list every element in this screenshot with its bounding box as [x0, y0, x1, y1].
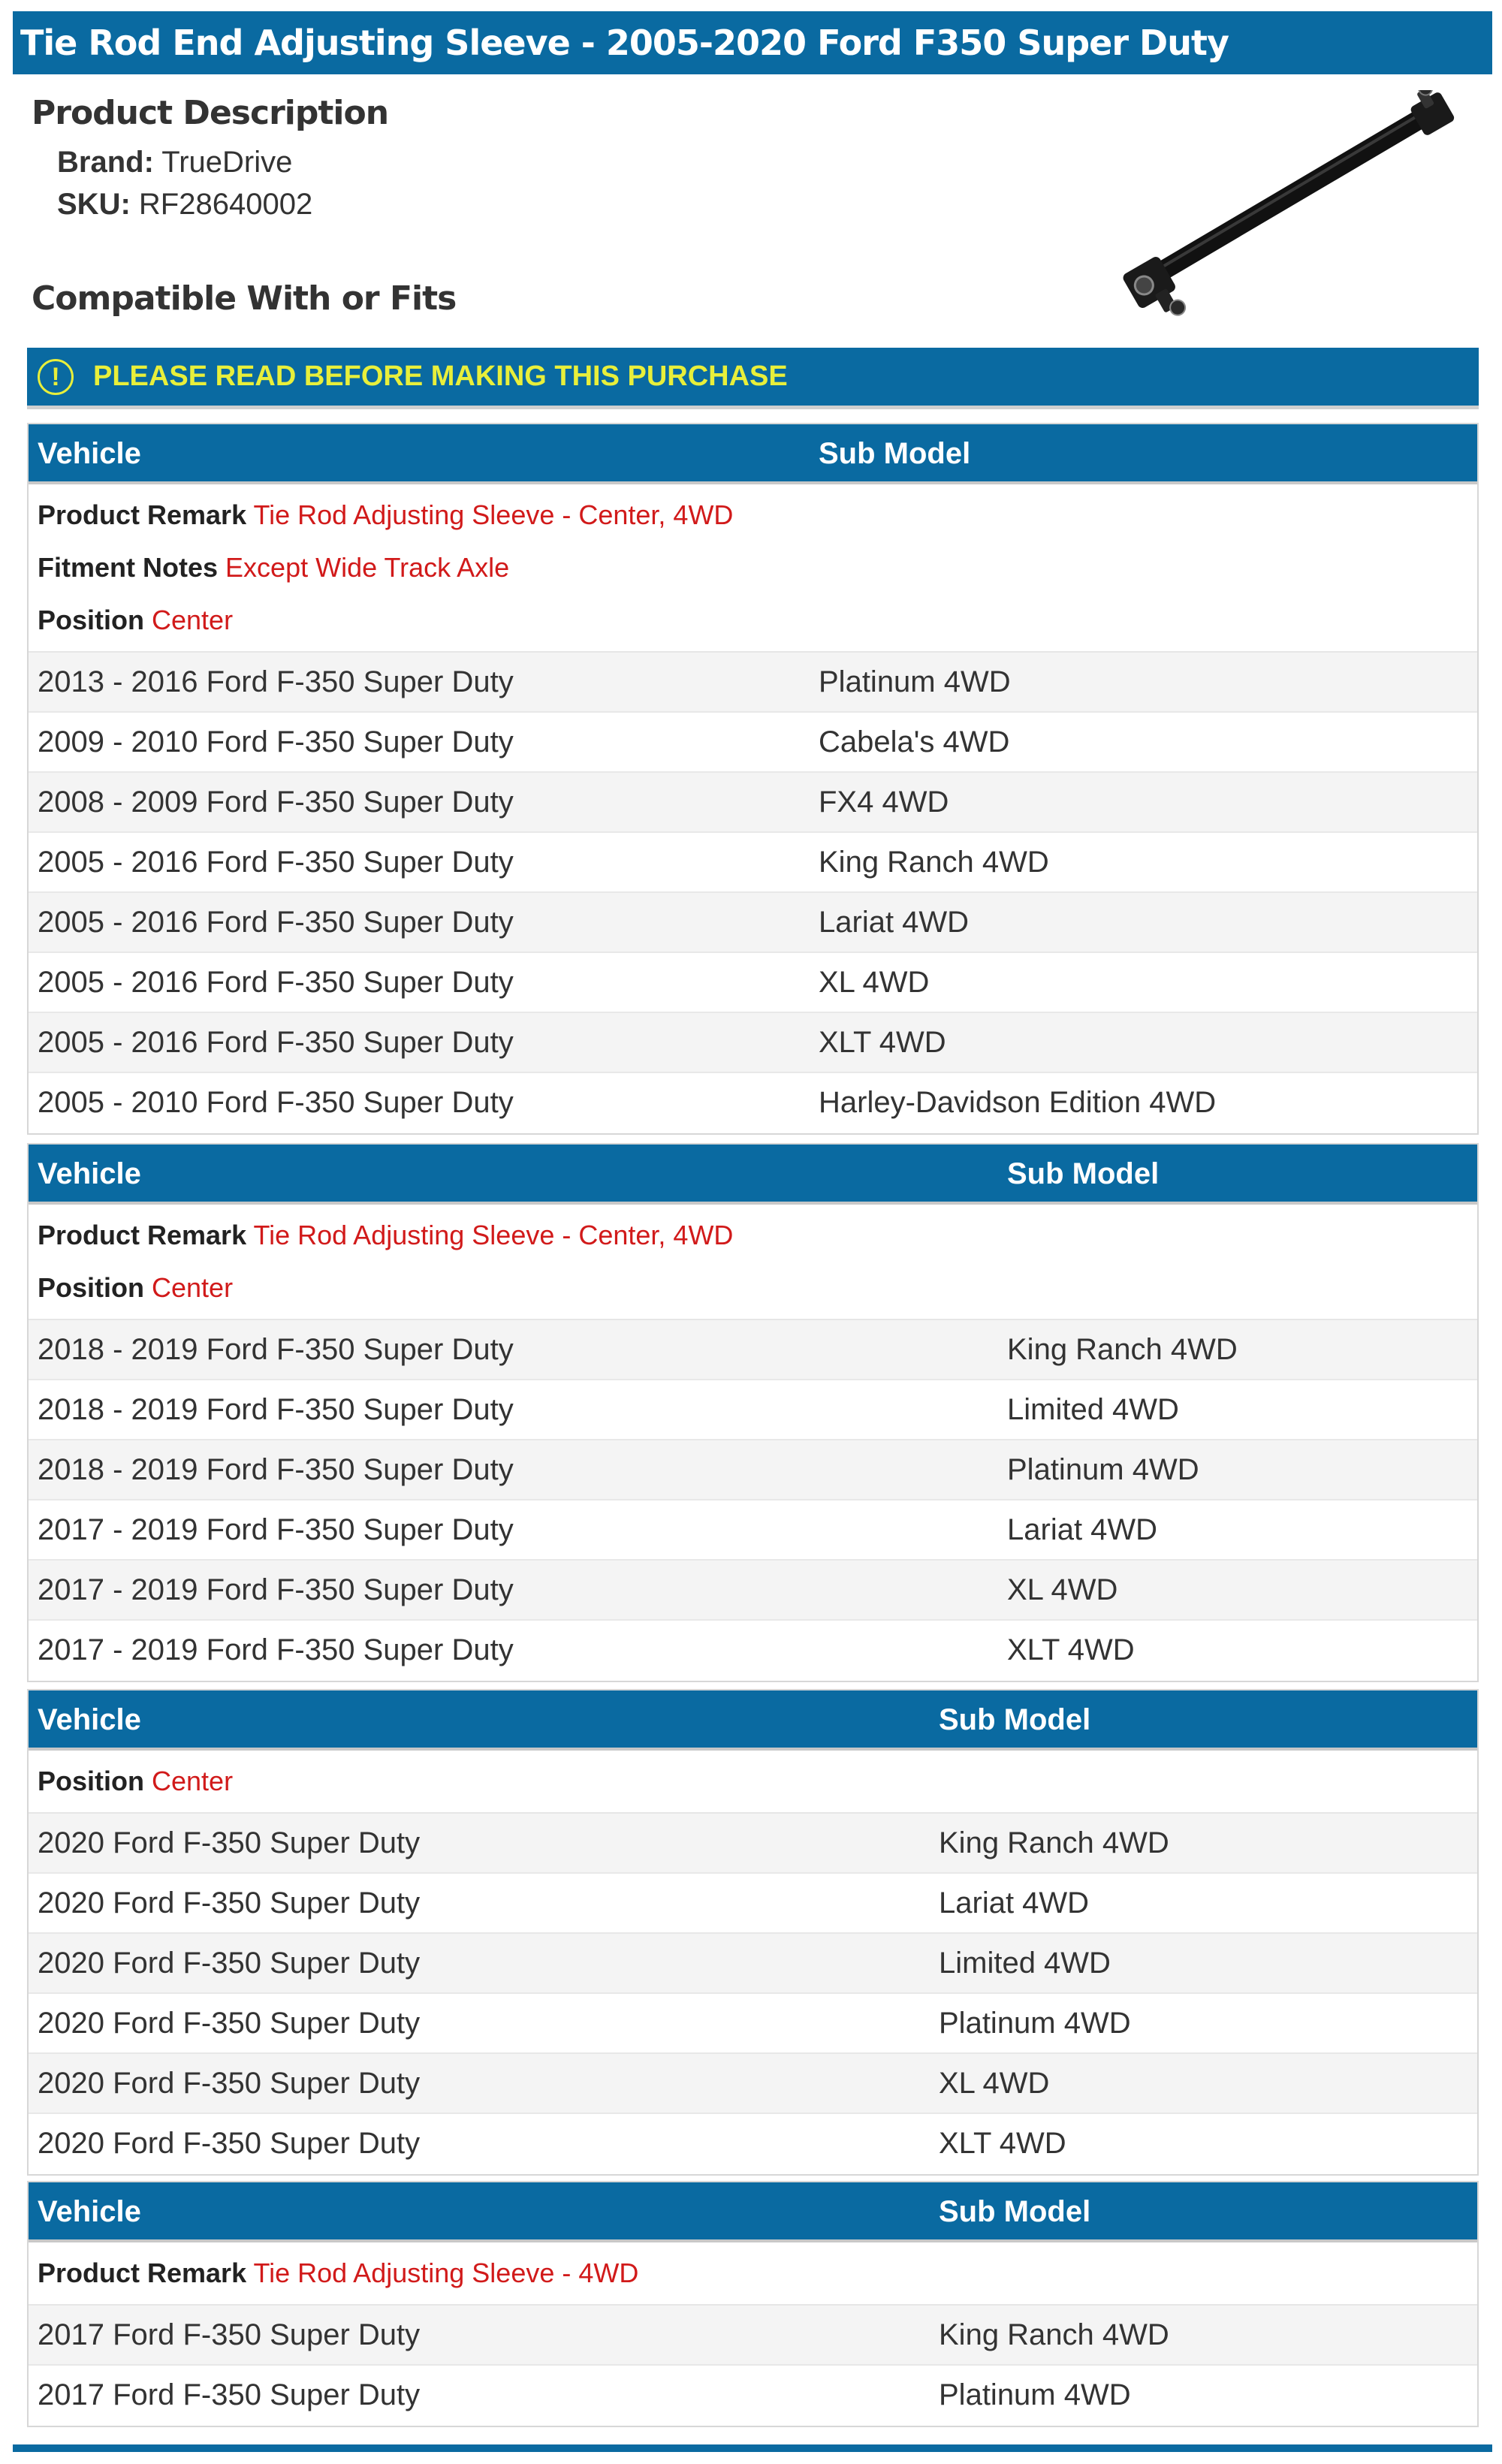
table-row: 2020 Ford F-350 Super Duty XL 4WD	[29, 2054, 1477, 2114]
footer-divider	[13, 2444, 1492, 2452]
note-line: Product Remark Tie Rod Adjusting Sleeve - 4WD	[38, 2257, 639, 2288]
col-submodel: Sub Model	[939, 2195, 1091, 2228]
note-line: Position Center	[38, 1766, 234, 1796]
sku-value: RF28640002	[138, 188, 313, 221]
table-row: 2020 Ford F-350 Super Duty Limited 4WD	[29, 1934, 1477, 1994]
note-line: Fitment Notes Except Wide Track Axle	[38, 552, 510, 583]
table-header	[29, 424, 1477, 484]
fitment-table	[27, 1689, 1479, 2176]
exclamation-circle-icon: !	[38, 359, 74, 395]
purchase-notice	[27, 348, 1479, 409]
col-submodel: Sub Model	[1007, 1157, 1160, 1190]
brand-line	[57, 146, 292, 179]
col-submodel: Sub Model	[939, 1703, 1091, 1736]
table-header	[29, 1690, 1477, 1751]
table-row: 2005 - 2010 Ford F-350 Super Duty Harley-Davidson Edition 4WD	[38, 1086, 1217, 1119]
page-title: Tie Rod End Adjusting Sleeve - 2005-2020 Ford F350 Super Duty	[13, 11, 1492, 74]
brand-label: Brand:	[57, 146, 154, 179]
note-line: Position Center	[38, 1272, 234, 1303]
table-row: 2005 - 2016 Ford F-350 Super Duty XL 4WD	[29, 953, 1477, 1013]
col-vehicle: Vehicle	[38, 437, 141, 470]
col-vehicle: Vehicle	[38, 1157, 141, 1190]
table-row: 2017 - 2019 Ford F-350 Super Duty Lariat 4WD	[29, 1500, 1477, 1561]
fitment-notes	[29, 1751, 1477, 1814]
fitment-notes	[29, 2242, 1477, 2306]
table-row: 2005 - 2016 Ford F-350 Super Duty Lariat 4WD	[29, 893, 1477, 953]
fitment-table	[27, 2181, 1479, 2427]
table-row: 2005 - 2016 Ford F-350 Super Duty King Ranch 4WD	[29, 833, 1477, 893]
table-row: 2017 - 2019 Ford F-350 Super Duty XLT 4WD	[38, 1633, 1135, 1666]
compatible-heading: Compatible With or Fits	[32, 279, 457, 318]
table-row: 2017 Ford F-350 Super Duty King Ranch 4WD	[29, 2306, 1477, 2366]
table-row: 2020 Ford F-350 Super Duty Lariat 4WD	[29, 1874, 1477, 1934]
brand-value: TrueDrive	[161, 146, 293, 179]
sku-label: SKU:	[57, 188, 131, 221]
fitment-notes	[29, 484, 1477, 653]
table-row: 2018 - 2019 Ford F-350 Super Duty King Ranch 4WD	[29, 1320, 1477, 1380]
col-submodel: Sub Model	[819, 437, 971, 470]
fitment-table	[27, 423, 1479, 1135]
notice-text: PLEASE READ BEFORE MAKING THIS PURCHASE	[93, 360, 788, 392]
product-description-heading: Product Description	[32, 94, 389, 132]
table-row: 2018 - 2019 Ford F-350 Super Duty Limited 4WD	[29, 1380, 1477, 1440]
table-header	[29, 2182, 1477, 2242]
table-row: 2009 - 2010 Ford F-350 Super Duty Cabela's 4WD	[29, 713, 1477, 773]
fitment-notes	[29, 1205, 1477, 1320]
table-row: 2008 - 2009 Ford F-350 Super Duty FX4 4WD	[29, 773, 1477, 833]
table-row: 2020 Ford F-350 Super Duty Platinum 4WD	[29, 1994, 1477, 2054]
col-vehicle: Vehicle	[38, 2195, 141, 2228]
table-row: 2020 Ford F-350 Super Duty King Ranch 4WD	[29, 1814, 1477, 1874]
table-row: 2020 Ford F-350 Super Duty XLT 4WD	[38, 2127, 1066, 2160]
sku-line	[57, 188, 312, 222]
table-header	[29, 1145, 1477, 1205]
table-row: 2017 Ford F-350 Super Duty Platinum 4WD	[38, 2378, 1131, 2411]
note-line: Product Remark Tie Rod Adjusting Sleeve - Center, 4WD	[38, 499, 734, 530]
note-line: Product Remark Tie Rod Adjusting Sleeve - Center, 4WD	[38, 1220, 734, 1250]
note-line: Position Center	[38, 605, 234, 635]
col-vehicle: Vehicle	[38, 1703, 141, 1736]
table-row: 2018 - 2019 Ford F-350 Super Duty Platinum 4WD	[29, 1440, 1477, 1500]
tie-rod-sleeve-icon	[1104, 90, 1464, 330]
table-row: 2017 - 2019 Ford F-350 Super Duty XL 4WD	[29, 1561, 1477, 1621]
table-row: 2013 - 2016 Ford F-350 Super Duty Platinum 4WD	[29, 653, 1477, 713]
table-row: 2005 - 2016 Ford F-350 Super Duty XLT 4WD	[29, 1013, 1477, 1073]
fitment-table	[27, 1143, 1479, 1682]
